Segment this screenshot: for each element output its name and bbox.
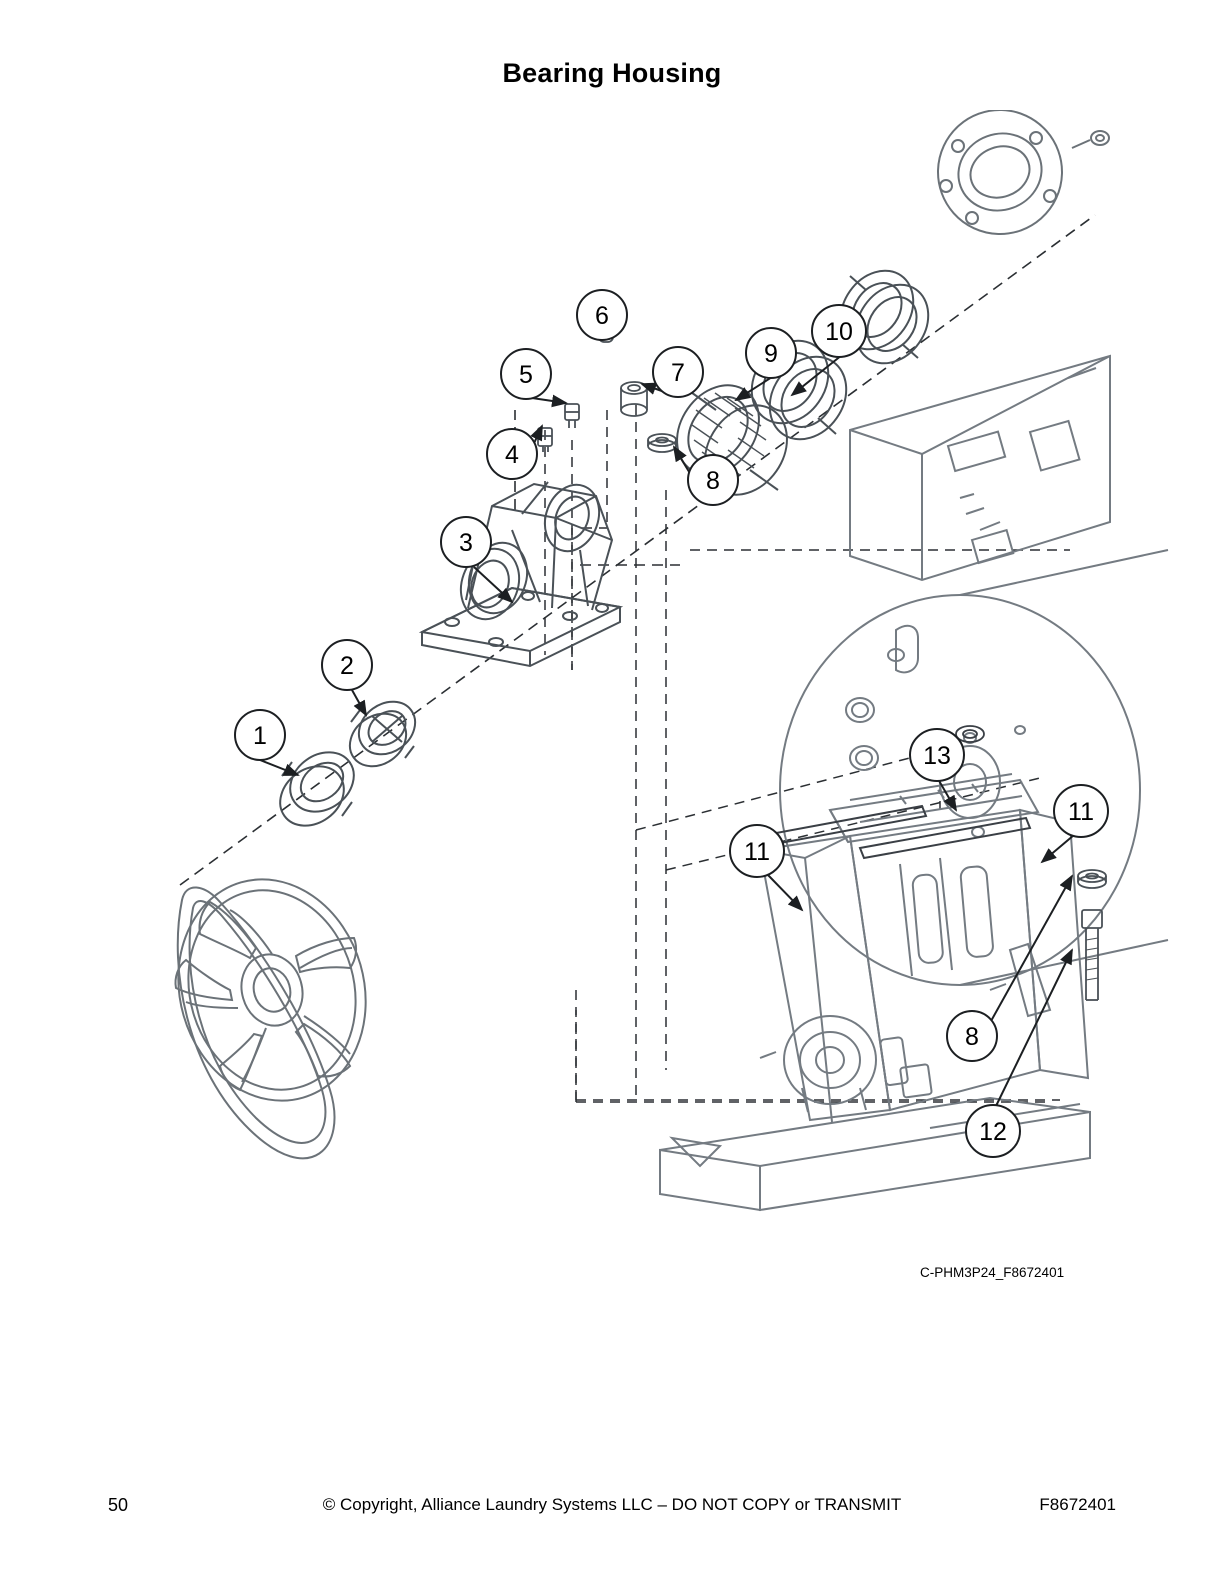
exploded-parts-diagram [60, 110, 1170, 1300]
callout-label-12: 12 [979, 1118, 1007, 1146]
callout-label-11-right: 11 [1068, 798, 1094, 826]
callout-label-3: 3 [459, 529, 473, 557]
callout-4[interactable] [487, 429, 537, 479]
callout-label-7: 7 [671, 359, 685, 387]
callout-3[interactable] [441, 517, 491, 567]
callout-label-5: 5 [519, 361, 533, 389]
callout-9[interactable] [746, 328, 796, 378]
page-title: Bearing Housing [502, 58, 722, 88]
callout-label-9: 9 [764, 340, 778, 368]
document-code: F8672401 [1039, 1495, 1116, 1514]
callout-label-8-right: 8 [965, 1023, 979, 1051]
callout-label-11-left: 11 [744, 838, 770, 866]
callout-6[interactable] [577, 290, 627, 340]
callout-label-2: 2 [340, 652, 354, 680]
callout-11-left[interactable] [730, 825, 784, 877]
mounting-flange [921, 110, 1109, 251]
pulley-sheave [153, 857, 392, 1123]
callout-2[interactable] [322, 640, 372, 690]
callout-12[interactable] [966, 1105, 1020, 1157]
callout-bubbles [235, 290, 1108, 1157]
callout-8[interactable] [688, 455, 738, 505]
callout-1[interactable] [235, 710, 285, 760]
page-number: 50 [108, 1495, 129, 1515]
part-7-spacer-bushing [621, 382, 647, 416]
callout-11-right[interactable] [1054, 785, 1108, 837]
callout-label-8: 8 [706, 467, 720, 495]
callout-label-13: 13 [923, 742, 951, 770]
part-2-bearing-seal [340, 691, 426, 777]
part-5-grease-fitting [565, 404, 579, 428]
page-footer [0, 1495, 1224, 1525]
assembly-axis-lines [180, 215, 1095, 885]
callout-label-6: 6 [595, 302, 609, 330]
part-8-washer-right [1078, 870, 1106, 888]
figure-code: C-PHM3P24_F8672401 [920, 1265, 1065, 1280]
callout-label-10: 10 [825, 318, 853, 346]
part-8-washer [648, 434, 676, 452]
part-3-bearing-housing [422, 477, 630, 666]
callout-label-1: 1 [253, 722, 267, 750]
callout-13[interactable] [910, 729, 964, 781]
copyright-notice: © Copyright, Alliance Laundry Systems LLC – DO NOT COPY or TRANSMIT [322, 1495, 902, 1514]
part-1-seal-ring [269, 740, 366, 838]
callout-5[interactable] [501, 349, 551, 399]
callout-8-right[interactable] [947, 1011, 997, 1061]
callout-10[interactable] [812, 305, 866, 357]
callout-label-4: 4 [505, 441, 519, 469]
callout-7[interactable] [653, 347, 703, 397]
